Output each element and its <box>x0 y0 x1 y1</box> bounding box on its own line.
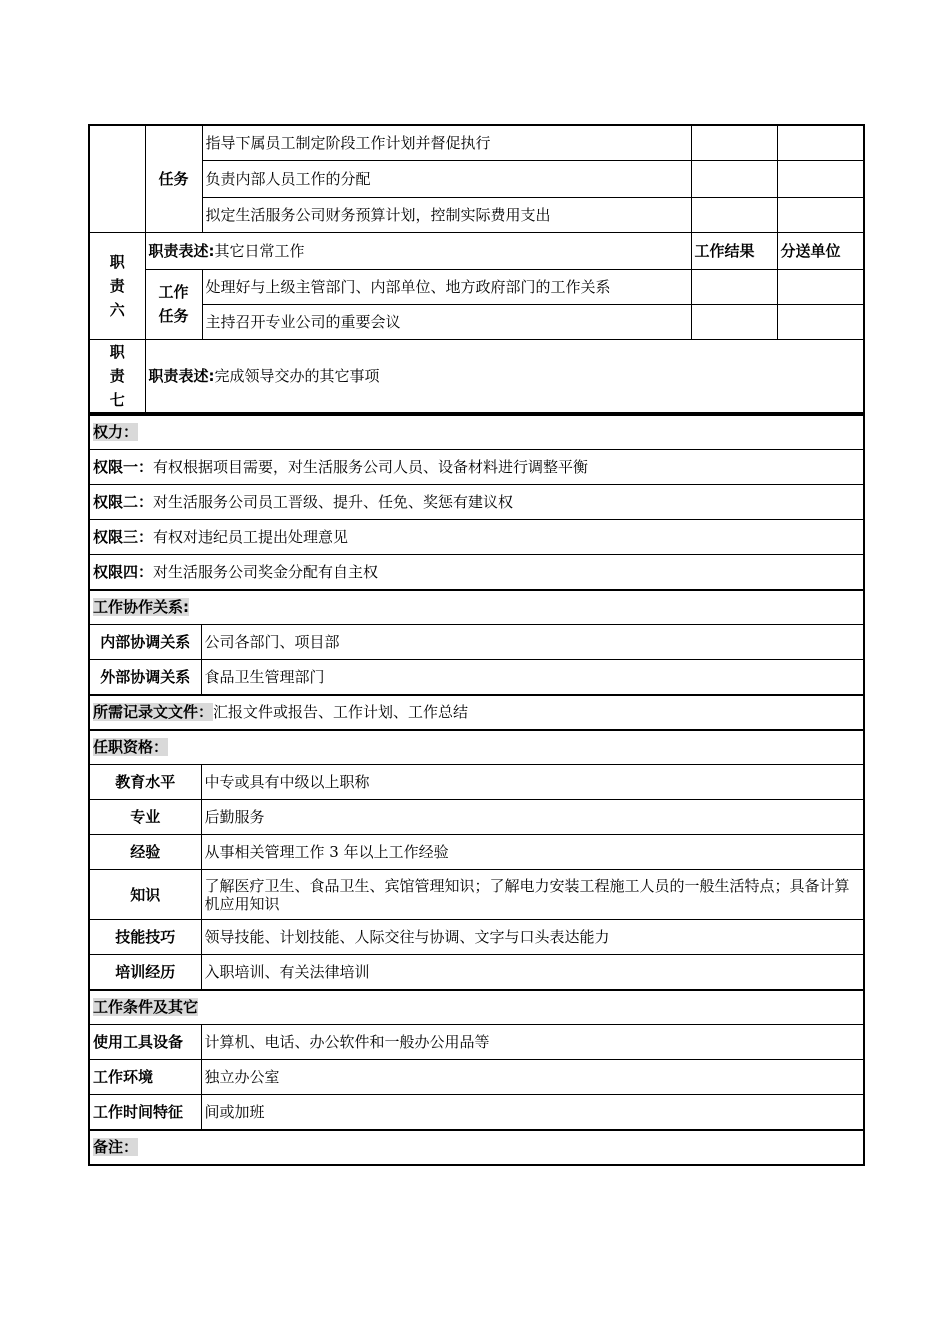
records-row: 所需记录文文件：汇报文件或报告、工作计划、工作总结 <box>89 695 864 730</box>
unit-cell <box>777 304 864 339</box>
authority-item: 权限一：有权根据项目需要，对生活服务公司人员、设备材料进行调整平衡 <box>89 450 864 485</box>
task-item: 主持召开专业公司的重要会议 <box>202 304 691 339</box>
cooperation-label: 外部协调关系 <box>89 660 201 695</box>
task-item: 指导下属员工制定阶段工作计划并督促执行 <box>202 125 691 160</box>
unit-cell <box>777 269 864 304</box>
qualification-header: 任职资格： <box>89 730 864 765</box>
qualification-value: 入职培训、有关法律培训 <box>201 955 864 990</box>
result-cell <box>691 160 777 197</box>
qualification-value: 了解医疗卫生、食品卫生、宾馆管理知识；了解电力安装工程施工人员的一般生活特点；具备计算机应用知识 <box>201 870 864 920</box>
result-cell <box>691 304 777 339</box>
result-cell <box>691 125 777 160</box>
job-description-page <box>88 124 863 1166</box>
details-table <box>88 414 865 1166</box>
task-item: 处理好与上级主管部门、内部单位、地方政府部门的工作关系 <box>202 269 691 304</box>
result-cell <box>691 197 777 232</box>
conditions-value: 计算机、电话、办公软件和一般办公用品等 <box>201 1025 864 1060</box>
task-label: 任务 <box>145 125 202 232</box>
conditions-value: 独立办公室 <box>201 1060 864 1095</box>
qualification-label: 经验 <box>89 835 201 870</box>
duty6-description: 职责表述:其它日常工作 <box>145 232 691 269</box>
unit-cell <box>777 125 864 160</box>
cooperation-header: 工作协作关系: <box>89 590 864 625</box>
duty-label-cell-empty <box>89 125 145 232</box>
qualification-label: 专业 <box>89 800 201 835</box>
task-item: 拟定生活服务公司财务预算计划，控制实际费用支出 <box>202 197 691 232</box>
conditions-label: 使用工具设备 <box>89 1025 201 1060</box>
qualification-value: 中专或具有中级以上职称 <box>201 765 864 800</box>
authority-header: 权力： <box>89 415 864 450</box>
result-header: 工作结果 <box>691 232 777 269</box>
authority-item: 权限二：对生活服务公司员工晋级、提升、任免、奖惩有建议权 <box>89 485 864 520</box>
duty6-task-label: 工作 任务 <box>145 269 202 339</box>
authority-item: 权限三：有权对违纪员工提出处理意见 <box>89 520 864 555</box>
qualification-value: 领导技能、计划技能、人际交往与协调、文字与口头表达能力 <box>201 920 864 955</box>
task-item: 负责内部人员工作的分配 <box>202 160 691 197</box>
qualification-label: 技能技巧 <box>89 920 201 955</box>
authority-item: 权限四：对生活服务公司奖金分配有自主权 <box>89 555 864 590</box>
conditions-header: 工作条件及其它 <box>89 990 864 1025</box>
qualification-label: 教育水平 <box>89 765 201 800</box>
unit-header: 分送单位 <box>777 232 864 269</box>
result-cell <box>691 269 777 304</box>
conditions-label: 工作时间特征 <box>89 1095 201 1130</box>
duty7-label: 职 责 七 <box>89 339 145 413</box>
conditions-value: 间或加班 <box>201 1095 864 1130</box>
qualification-value: 从事相关管理工作 3 年以上工作经验 <box>201 835 864 870</box>
unit-cell <box>777 197 864 232</box>
cooperation-value: 公司各部门、项目部 <box>201 625 864 660</box>
qualification-label: 知识 <box>89 870 201 920</box>
unit-cell <box>777 160 864 197</box>
notes-header: 备注： <box>89 1130 864 1165</box>
duty6-label: 职 责 六 <box>89 232 145 339</box>
duty7-description: 职责表述:完成领导交办的其它事项 <box>145 339 864 413</box>
qualification-label: 培训经历 <box>89 955 201 990</box>
cooperation-value: 食品卫生管理部门 <box>201 660 864 695</box>
qualification-value: 后勤服务 <box>201 800 864 835</box>
conditions-label: 工作环境 <box>89 1060 201 1095</box>
cooperation-label: 内部协调关系 <box>89 625 201 660</box>
duties-table <box>88 124 865 414</box>
